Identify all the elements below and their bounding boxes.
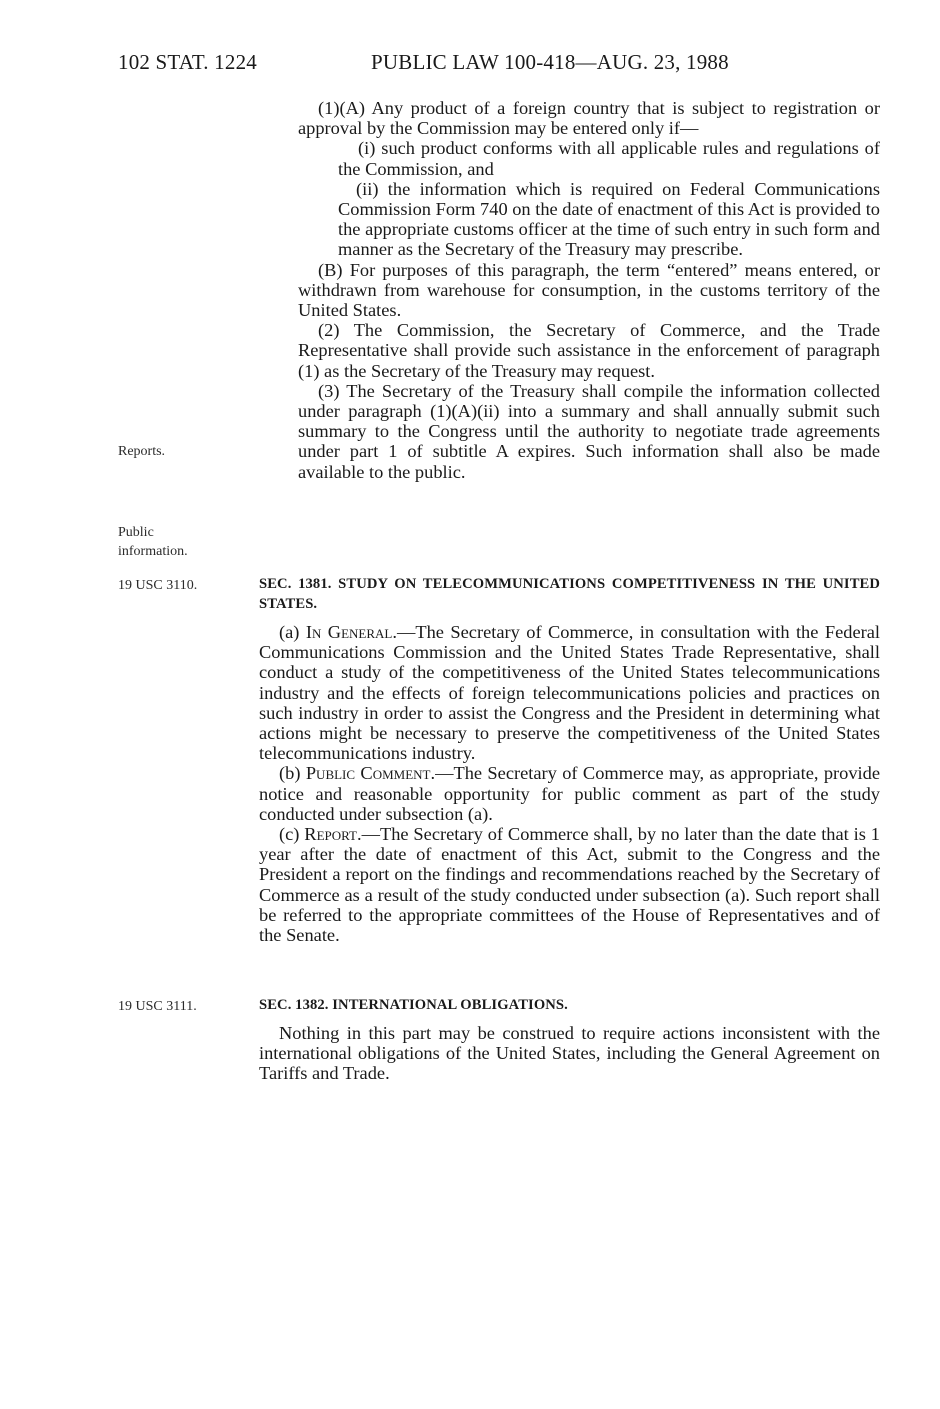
- margin-note-usc-3110: 19 USC 3110.: [118, 578, 198, 593]
- paragraph-2: (2) The Commission, the Secretary of Commerce, and the Trade Representative shall provide such assistance in the enforcement of paragraph (1) as the Secretary of the Treasury may request.: [298, 320, 880, 381]
- subsection-a-heading: In General: [305, 622, 393, 642]
- subsection-b-text: .—The Secretary of Commerce may, as appropriate, provide notice and reasonable opportunity for public comment as part of the study conducted under subsection (a).: [259, 763, 880, 824]
- subsection-b-heading: Public Comment: [305, 763, 431, 784]
- section-1382-text: Nothing in this part may be construed to require actions inconsistent with the international obligations of the United States, including the General Agreement on Tariffs and Trade.: [259, 1023, 880, 1084]
- subsection-b: [259, 763, 880, 824]
- subsection-c-label: (c): [279, 824, 305, 845]
- subsection-b-label: (b): [279, 763, 306, 784]
- section-1381-body: [259, 622, 880, 945]
- clause-1a-ii: (ii) the information which is required on Federal Communications Commission Form 740 on the date of enactment of this Act is provided to the appropriate customs officer at the time of such entry in such form and manner as the Secretary of the Treasury may prescribe.: [338, 178, 880, 260]
- subsection-c-text: .—The Secretary of Commerce shall, by no later than the date that is 1 year after the date of enactment of this Act, submit to the Congress and the President a report on the findings and recommendations reached by the Secretary of Commerce as a result of the study conducted under subsection (a). Such report shall be referred to the appropriate committees of the House of Representatives and of the Senate.: [259, 824, 880, 946]
- section-1382-heading: SEC. 1382. INTERNATIONAL OBLIGATIONS.: [259, 997, 568, 1013]
- clause-1a-i: (i) such product conforms with all applicable rules and regulations of the Commission, and: [338, 138, 880, 179]
- section-1382-body: [259, 1023, 880, 1084]
- section-1381-heading-text: SEC. 1381. STUDY ON TELECOMMUNICATIONS COMPETITIVENESS IN THE UNITED STATES.: [259, 576, 880, 612]
- page-stat-number: 102 STAT. 1224: [118, 50, 257, 74]
- paragraph-1a-block: [298, 98, 880, 482]
- subsection-a-text: .—The Secretary of Commerce, in consultation with the Federal Communications Commission and the United States Trade Representative, shall conduct a study of the competitiveness of the United States telecommunications industry and the effects of foreign telecommunications policies and practices on such industry in order to assist the Congress and the President in determining what actions might be necessary to preserve the competitiveness of the United States telecommunications industry.: [259, 622, 881, 764]
- subsection-c: [259, 824, 880, 945]
- page-running-title: PUBLIC LAW 100-418—AUG. 23, 1988: [371, 50, 729, 74]
- paragraph-1a: (1)(A) Any product of a foreign country that is subject to registration or approval by the Commission may be entered only if—: [298, 98, 880, 139]
- subsection-a: [259, 622, 880, 763]
- margin-note-public-information: Public information.: [118, 525, 188, 559]
- margin-note-reports: Reports.: [118, 444, 166, 459]
- section-1381-heading: [259, 574, 880, 614]
- subsection-c-heading: Report: [304, 824, 357, 845]
- paragraph-3: (3) The Secretary of the Treasury shall compile the information collected under paragraph (1)(A)(ii) into a summary and shall annually submit such summary to the Congress until the authority to negotiate trade agreements under part 1 of subtitle A expires. Such information shall also be made available to the public.: [298, 380, 880, 482]
- subsection-a-label: (a): [279, 622, 306, 642]
- margin-note-usc-3111: 19 USC 3111.: [118, 999, 197, 1014]
- paragraph-1b: (B) For purposes of this paragraph, the term “entered” means entered, or withdrawn from warehouse for consumption, in the customs territory of the United States.: [298, 259, 880, 321]
